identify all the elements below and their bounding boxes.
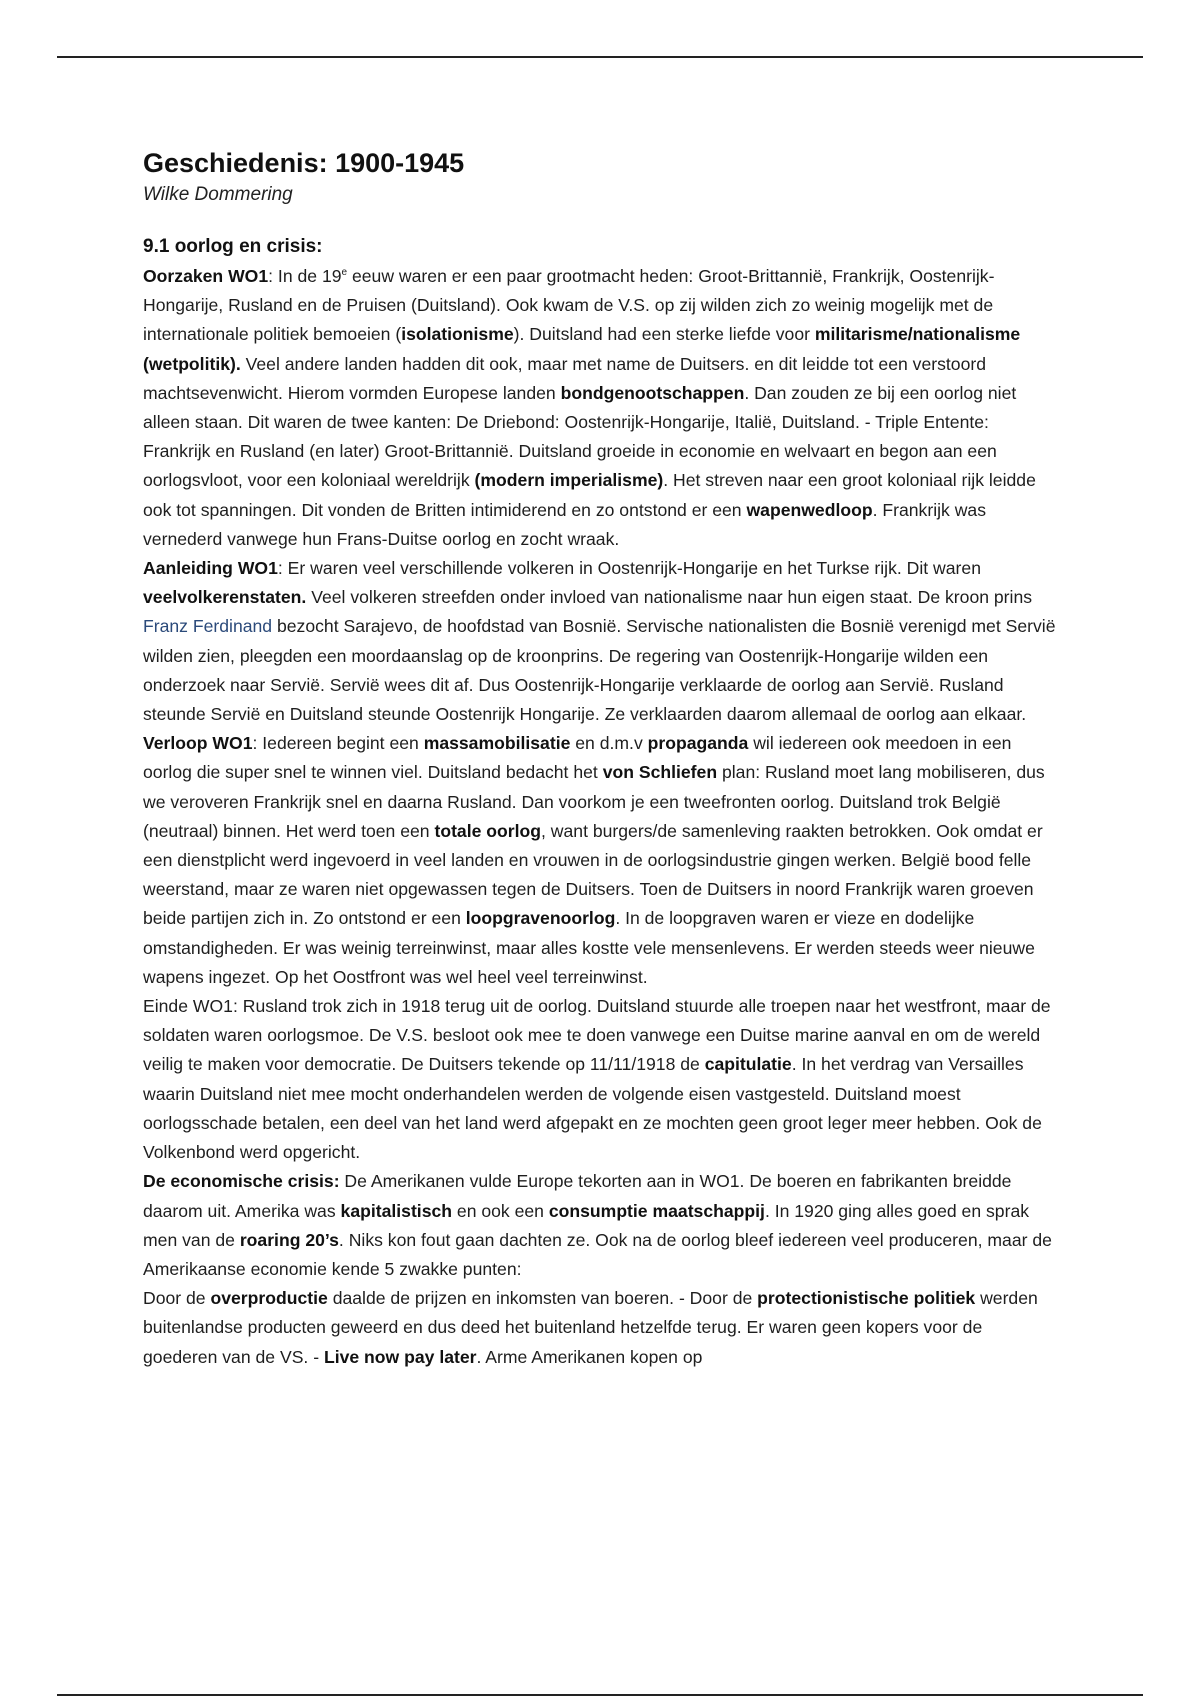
- term: capitulatie: [704, 1054, 792, 1075]
- term: totale oorlog: [434, 820, 542, 841]
- superscript: e: [341, 267, 348, 279]
- term: von Schliefen: [602, 762, 718, 783]
- text: . In het verdrag van Versailles waarin Duitsland niet mee mocht onderhandelen werden de volgende eisen vastgesteld. Duitsland moest oorlogsschade betalen, een deel van het land werd afgepakt en ze mochten geen groot leger meer hebben. Ook de Volkenbond werd opgericht.: [143, 1054, 1042, 1163]
- text: Veel volkeren streefden onder invloed van nationalisme naar hun eigen staat. De kroon prins: [306, 587, 1033, 608]
- text: . Arme Amerikanen kopen op: [476, 1346, 703, 1367]
- term: Aanleiding WO1: [143, 558, 278, 579]
- term: consumptie maatschappij: [548, 1200, 765, 1221]
- text: ). Duitsland had een sterke liefde voor: [513, 324, 815, 345]
- term: isolationisme: [401, 324, 514, 345]
- term: bondgenootschappen: [560, 382, 745, 403]
- text: Einde WO1: Rusland trok zich in 1918 terug uit de oorlog. Duitsland stuurde alle troepen naar het westfront, maar de soldaten waren oorlogsmoe. De V.S. besloot ook mee te doen vanwege een Duitse marine aanval en om de wereld veilig te maken voor democratie. De Duitsers tekende op 11/11/1918 de: [143, 996, 1051, 1075]
- term: massamobilisatie: [423, 733, 571, 754]
- text: . Frankrijk was vernederd vanwege hun Frans-Duitse oorlog en zocht wraak.: [143, 499, 986, 549]
- section-heading: 9.1 oorlog en crisis:: [143, 236, 323, 257]
- term: (modern imperialisme): [474, 470, 664, 491]
- paragraph-zwakke-punten: [143, 1284, 1058, 1372]
- footer-rule: [57, 1694, 1143, 1696]
- paragraph-verloop: [143, 729, 1058, 992]
- text: . In 1920 ging alles goed en sprak men van de: [143, 1200, 1030, 1250]
- term: Verloop WO1: [143, 733, 253, 754]
- term: roaring 20’s: [239, 1229, 339, 1250]
- term: militarisme/nationalisme (wetpolitik).: [143, 324, 1021, 374]
- term: propaganda: [647, 733, 749, 754]
- header-rule: [57, 56, 1143, 58]
- text: De Amerikanen vulde Europe tekorten aan in WO1. De boeren en fabrikanten breidde daarom uit. Amerika was: [143, 1171, 1012, 1221]
- text: Door de: [143, 1288, 211, 1309]
- text: daalde de prijzen en inkomsten van boeren. - Door de: [327, 1288, 758, 1309]
- text: : Iedereen begint een: [252, 733, 424, 754]
- term: Oorzaken WO1: [143, 266, 269, 286]
- paragraph-einde: [143, 992, 1058, 1167]
- term: protectionistische politiek: [757, 1288, 976, 1309]
- document-author: Wilke Dommering: [143, 184, 293, 205]
- term: loopgravenoorlog: [465, 908, 616, 929]
- term: veelvolkerenstaten.: [143, 587, 307, 608]
- paragraph-economische-crisis: [143, 1167, 1058, 1284]
- paragraph-oorzaken: [143, 262, 1058, 554]
- term: De economische crisis:: [143, 1171, 340, 1192]
- text: en ook een: [452, 1200, 549, 1221]
- term: kapitalistisch: [340, 1200, 453, 1221]
- text: werden buitenlandse producten geweerd en dus deed het buitenland hetzelfde terug. Er waren geen kopers voor de goederen van de VS. -: [143, 1288, 1038, 1367]
- text: eeuw waren er een paar grootmacht heden: Groot-Brittannië, Frankrijk, Oostenrijk-Hongarije, Rusland en de Pruisen (Duitsland). Ook kwam de V.S. op zij wilden zich zo weinig mogelijk met de internationale politiek bemoeien (: [143, 266, 995, 345]
- term: Live now pay later: [323, 1346, 477, 1367]
- text: , want burgers/de samenleving raakten betrokken. Ook omdat er een dienstplicht werd ingevoerd in veel landen en vrouwen in de oorlogsindustrie gingen werken. België bood felle weerstand, maar ze waren niet opgewassen tegen de Duitsers. Toen de Duitsers in noord Frankrijk waren groeven beide partijen zich in. Zo ontstond er een: [143, 820, 1043, 929]
- text: . Dan zouden ze bij een oorlog niet alleen staan. Dit waren de twee kanten: De Driebond: Oostenrijk-Hongarije, Italië, Duitsland. - Triple Entente: Frankrijk en Rusland (en later) Groot-Brittannië. Duitsland groeide in economie en welvaart en begon aan een oorlogsvloot, voor een koloniaal wereldrijk: [143, 382, 1017, 491]
- paragraph-aanleiding: [143, 554, 1058, 729]
- term: wapenwedloop: [746, 499, 873, 520]
- text: . Niks kon fout gaan dachten ze. Ook na de oorlog bleef iedereen veel produceren, maar de Amerikaanse economie kende 5 zwakke punten:: [143, 1229, 1052, 1279]
- text: bezocht Sarajevo, de hoofdstad van Bosnië. Servische nationalisten die Bosnië verenigd met Servië wilden zien, pleegden een moordaanslag op de kroonprins. De regering van Oostenrijk-Hongarije wilden een onderzoek naar Servië. Servië wees dit af. Dus Oostenrijk-Hongarije verklaarde de oorlog aan Servië. Rusland steunde Servië en Duitsland steunde Oostenrijk Hongarije. Ze verklaarden daarom allemaal de oorlog aan elkaar.: [143, 616, 1056, 725]
- text: : Er waren veel verschillende volkeren in Oostenrijk-Hongarije en het Turkse rijk. Dit waren: [277, 558, 981, 579]
- text: : In de 19: [268, 266, 342, 286]
- document-title: Geschiedenis: 1900-1945: [143, 148, 465, 178]
- text: plan: Rusland moet lang mobiliseren, dus we veroveren Frankrijk snel en daarna Rusland. Dan voorkom je een tweefronten oorlog. Duitsland trok België (neutraal) binnen. Het werd toen een: [143, 762, 1045, 841]
- text: en d.m.v: [570, 733, 648, 754]
- document-page: [143, 146, 1058, 1372]
- text: . Het streven naar een groot koloniaal rijk leidde ook tot spanningen. Dit vonden de Britten intimiderend en zo ontstond er een: [143, 470, 1036, 520]
- text: . In de loopgraven waren er vieze en dodelijke omstandigheden. Er was weinig terreinwinst, maar alles kostte vele mensenlevens. Er werden steeds weer nieuwe wapens ingezet. Op het Oostfront was wel heel veel terreinwinst.: [143, 908, 1035, 987]
- franz-ferdinand-link[interactable]: Franz Ferdinand: [143, 616, 273, 637]
- text: wil iedereen ook meedoen in een oorlog die super snel te winnen viel. Duitsland bedacht het: [143, 733, 1012, 783]
- term: overproductie: [210, 1288, 328, 1309]
- text: Veel andere landen hadden dit ook, maar met name de Duitsers. en dit leidde tot een verstoord machtsevenwicht. Hierom vormden Europese landen: [143, 353, 987, 403]
